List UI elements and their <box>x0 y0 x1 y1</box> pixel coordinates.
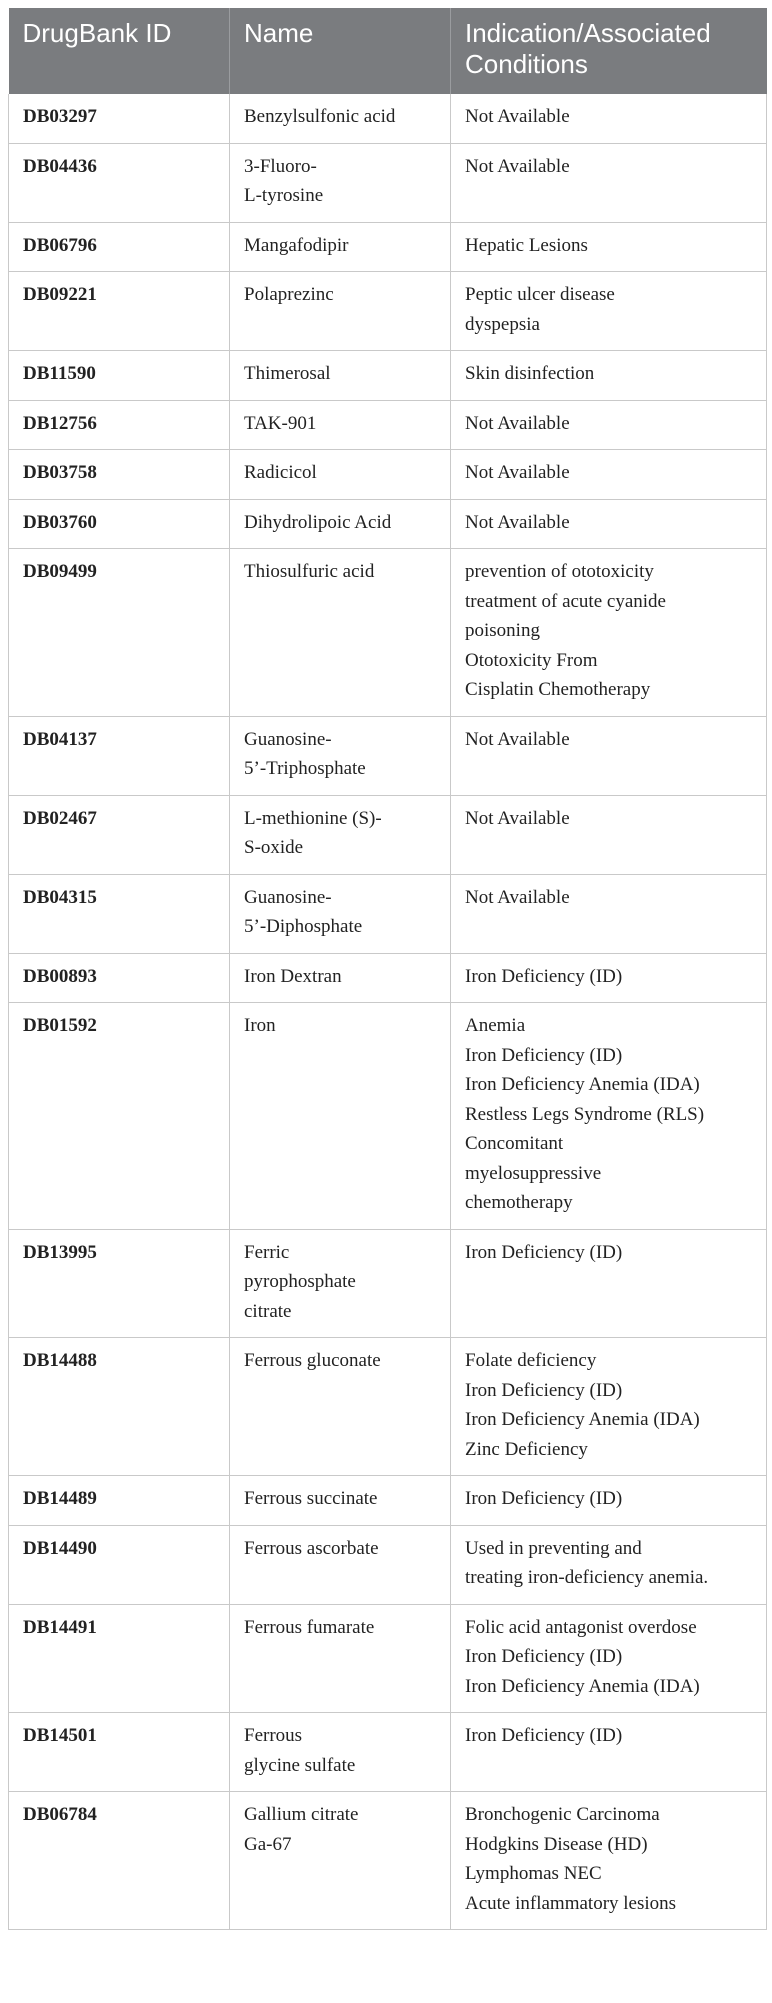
table-row <box>9 1525 767 1604</box>
cell-drugbank-id: DB14488 <box>9 1338 230 1476</box>
table-body <box>9 94 767 1930</box>
cell-name: Gallium citrate Ga-67 <box>230 1792 451 1930</box>
cell-drugbank-id: DB04436 <box>9 143 230 222</box>
cell-indication: Skin disinfection <box>451 351 767 401</box>
cell-name: 3-Fluoro- L-tyrosine <box>230 143 451 222</box>
cell-indication: Iron Deficiency (ID) <box>451 1476 767 1526</box>
cell-indication: Not Available <box>451 716 767 795</box>
cell-drugbank-id: DB09221 <box>9 272 230 351</box>
table-row <box>9 716 767 795</box>
cell-drugbank-id: DB03760 <box>9 499 230 549</box>
table-header <box>9 8 767 94</box>
cell-name: Iron <box>230 1003 451 1230</box>
cell-indication: Not Available <box>451 400 767 450</box>
header-name: Name <box>230 8 451 94</box>
cell-name: Mangafodipir <box>230 222 451 272</box>
cell-indication: Not Available <box>451 874 767 953</box>
cell-name: Iron Dextran <box>230 953 451 1003</box>
cell-name: TAK-901 <box>230 400 451 450</box>
table-row <box>9 953 767 1003</box>
cell-indication: Used in preventing and treating iron-deficiency anemia. <box>451 1525 767 1604</box>
cell-indication: Not Available <box>451 499 767 549</box>
table-row <box>9 351 767 401</box>
table-row <box>9 1476 767 1526</box>
cell-drugbank-id: DB03297 <box>9 94 230 143</box>
cell-indication: Hepatic Lesions <box>451 222 767 272</box>
cell-indication: Anemia Iron Deficiency (ID) Iron Deficiency Anemia (IDA) Restless Legs Syndrome (RLS) Concomitant myelosuppressive chemotherapy <box>451 1003 767 1230</box>
cell-indication: prevention of ototoxicity treatment of acute cyanide poisoning Ototoxicity From Cisplatin Chemotherapy <box>451 549 767 717</box>
cell-name: Guanosine- 5’-Triphosphate <box>230 716 451 795</box>
cell-indication: Folate deficiency Iron Deficiency (ID) Iron Deficiency Anemia (IDA) Zinc Deficiency <box>451 1338 767 1476</box>
table-row <box>9 1003 767 1230</box>
cell-drugbank-id: DB14490 <box>9 1525 230 1604</box>
cell-drugbank-id: DB06784 <box>9 1792 230 1930</box>
cell-name: Guanosine- 5’-Diphosphate <box>230 874 451 953</box>
cell-indication: Not Available <box>451 450 767 500</box>
drug-table <box>8 8 767 1930</box>
table-row <box>9 549 767 717</box>
table-row <box>9 450 767 500</box>
cell-name: Polaprezinc <box>230 272 451 351</box>
cell-drugbank-id: DB00893 <box>9 953 230 1003</box>
cell-indication: Iron Deficiency (ID) <box>451 1713 767 1792</box>
cell-indication: Iron Deficiency (ID) <box>451 953 767 1003</box>
cell-name: Ferrous ascorbate <box>230 1525 451 1604</box>
cell-indication: Peptic ulcer disease dyspepsia <box>451 272 767 351</box>
table-row <box>9 222 767 272</box>
cell-name: L-methionine (S)- S-oxide <box>230 795 451 874</box>
cell-drugbank-id: DB13995 <box>9 1229 230 1338</box>
table-row <box>9 795 767 874</box>
header-indication: Indication/Associated Conditions <box>451 8 767 94</box>
table-row <box>9 1713 767 1792</box>
table-row <box>9 272 767 351</box>
cell-name: Ferrous glycine sulfate <box>230 1713 451 1792</box>
header-row <box>9 8 767 94</box>
cell-drugbank-id: DB14489 <box>9 1476 230 1526</box>
cell-name: Dihydrolipoic Acid <box>230 499 451 549</box>
cell-drugbank-id: DB02467 <box>9 795 230 874</box>
cell-name: Ferrous gluconate <box>230 1338 451 1476</box>
cell-drugbank-id: DB09499 <box>9 549 230 717</box>
table-row <box>9 400 767 450</box>
cell-drugbank-id: DB04315 <box>9 874 230 953</box>
cell-name: Thimerosal <box>230 351 451 401</box>
cell-drugbank-id: DB01592 <box>9 1003 230 1230</box>
table-row <box>9 1229 767 1338</box>
table-row <box>9 143 767 222</box>
table-row <box>9 1604 767 1713</box>
cell-drugbank-id: DB11590 <box>9 351 230 401</box>
cell-drugbank-id: DB04137 <box>9 716 230 795</box>
table-row <box>9 1792 767 1930</box>
cell-name: Ferrous succinate <box>230 1476 451 1526</box>
header-drugbank-id: DrugBank ID <box>9 8 230 94</box>
cell-name: Ferrous fumarate <box>230 1604 451 1713</box>
cell-name: Thiosulfuric acid <box>230 549 451 717</box>
cell-drugbank-id: DB03758 <box>9 450 230 500</box>
cell-indication: Not Available <box>451 795 767 874</box>
cell-indication: Iron Deficiency (ID) <box>451 1229 767 1338</box>
cell-drugbank-id: DB14491 <box>9 1604 230 1713</box>
cell-name: Radicicol <box>230 450 451 500</box>
cell-name: Ferric pyrophosphate citrate <box>230 1229 451 1338</box>
table-row <box>9 499 767 549</box>
cell-drugbank-id: DB12756 <box>9 400 230 450</box>
cell-indication: Not Available <box>451 143 767 222</box>
table-row <box>9 1338 767 1476</box>
cell-drugbank-id: DB06796 <box>9 222 230 272</box>
cell-indication: Bronchogenic Carcinoma Hodgkins Disease (HD) Lymphomas NEC Acute inflammatory lesions <box>451 1792 767 1930</box>
cell-indication: Not Available <box>451 94 767 143</box>
cell-indication: Folic acid antagonist overdose Iron Deficiency (ID) Iron Deficiency Anemia (IDA) <box>451 1604 767 1713</box>
table-row <box>9 874 767 953</box>
table-row <box>9 94 767 143</box>
cell-drugbank-id: DB14501 <box>9 1713 230 1792</box>
cell-name: Benzylsulfonic acid <box>230 94 451 143</box>
